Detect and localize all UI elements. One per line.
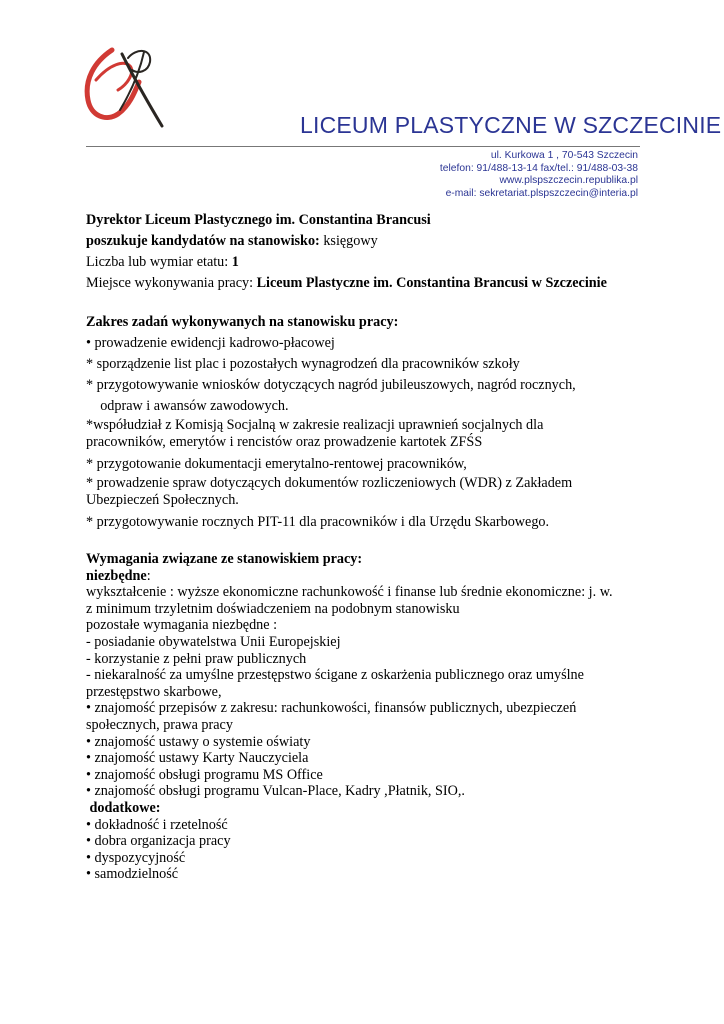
logo-dark-stroke-1 <box>122 54 162 126</box>
logo-red-swirl <box>87 50 139 118</box>
requirement-item: • znajomość obsługi programu Vulcan-Place, Kadry ,Płatnik, SIO,. <box>86 783 465 800</box>
requirement-item: z minimum trzyletnim doświadczeniem na podobnym stanowisku <box>86 600 460 617</box>
school-logo <box>82 44 178 134</box>
additional-label: dodatkowe: <box>86 799 161 816</box>
duty-item: * przygotowanie dokumentacji emerytalno-rentowej pracowników, <box>86 456 467 472</box>
duty-item: *współudział z Komisją Socjalną w zakresie realizacji uprawnień socjalnych dla <box>86 417 544 433</box>
intro-workplace <box>86 273 646 294</box>
requirement-item: - niekaralność za umyślne przestępstwo ścigane z oskarżenia publicznego oraz umyślne <box>86 667 584 684</box>
duty-item: * przygotowywanie wniosków dotyczących nagród jubileuszowych, nagród rocznych, <box>86 377 576 393</box>
required-colon: : <box>146 567 151 584</box>
requirement-item: - posiadanie obywatelstwa Unii Europejskiej <box>86 633 341 650</box>
duties-heading: Zakres zadań wykonywanych na stanowisku pracy: <box>86 314 399 330</box>
requirement-item: • znajomość przepisów z zakresu: rachunkowości, finansów publicznych, ubezpieczeń <box>86 700 577 717</box>
fte-value: 1 <box>231 254 239 270</box>
required-label: niezbędne <box>86 567 147 584</box>
intro-fte <box>86 252 646 273</box>
position-value: księgowy <box>319 233 378 249</box>
duty-item: * przygotowywanie rocznych PIT-11 dla pracowników i dla Urzędu Skarbowego. <box>86 514 550 530</box>
requirement-item: wykształcenie : wyższe ekonomiczne rachunkowość i finanse lub średnie ekonomiczne: j. w. <box>86 584 613 601</box>
workplace-label: Miejsce wykonywania pracy: <box>86 275 257 291</box>
logo-red-curl <box>96 63 132 90</box>
requirement-item: przestępstwo skarbowe, <box>86 683 222 700</box>
additional-item: • dobra organizacja pracy <box>86 833 231 850</box>
email-link[interactable]: e-mail: sekretariat.plspszczecin@interia.pl <box>445 187 638 199</box>
duty-item: * prowadzenie spraw dotyczących dokumentów rozliczeniowych (WDR) z Zakładem <box>86 475 573 491</box>
intro-director: Dyrektor Liceum Plastycznego im. Constantina Brancusi <box>86 212 431 228</box>
required-label-line <box>86 568 646 585</box>
duty-item: pracowników, emerytów i rencistów oraz prowadzenie kartotek ZFŚS <box>86 434 483 450</box>
requirement-item: - korzystanie z pełni praw publicznych <box>86 650 307 667</box>
phone: telefon: 91/488-13-14 fax/tel.: 91/488-03-38 <box>439 162 638 174</box>
additional-item: • dyspozycyjność <box>86 849 186 866</box>
intro-position <box>86 231 646 252</box>
requirement-item: pozostałe wymagania niezbędne : <box>86 617 278 634</box>
school-name: LICEUM PLASTYCZNE W SZCZECINIE <box>300 112 722 138</box>
requirement-item: • znajomość obsługi programu MS Office <box>86 766 323 783</box>
duty-item: odpraw i awansów zawodowych. <box>86 398 289 414</box>
additional-item: • dokładność i rzetelność <box>86 816 228 833</box>
website-link[interactable]: www.plspszczecin.republika.pl <box>499 175 638 187</box>
document-body <box>86 210 646 883</box>
workplace-value: Liceum Plastyczne im. Constantina Brancusi w Szczecinie <box>256 275 607 291</box>
position-label: poszukuje kandydatów na stanowisko: <box>86 233 320 249</box>
address: ul. Kurkowa 1 , 70-543 Szczecin <box>490 150 638 161</box>
requirement-item: • znajomość ustawy o systemie oświaty <box>86 733 311 750</box>
duty-item: • prowadzenie ewidencji kadrowo-płacowej <box>86 335 335 351</box>
duty-item: * sporządzenie list plac i pozostałych wynagrodzeń dla pracowników szkoły <box>86 356 520 372</box>
contact-block <box>440 150 638 200</box>
fte-label: Liczba lub wymiar etatu: <box>86 254 232 270</box>
header-divider <box>86 146 640 147</box>
requirement-item: społecznych, prawa pracy <box>86 716 233 733</box>
additional-item: • samodzielność <box>86 866 179 883</box>
requirement-item: • znajomość ustawy Karty Nauczyciela <box>86 750 309 767</box>
requirements-heading: Wymagania związane ze stanowiskiem pracy: <box>86 551 363 567</box>
duty-item: Ubezpieczeń Społecznych. <box>86 492 239 508</box>
